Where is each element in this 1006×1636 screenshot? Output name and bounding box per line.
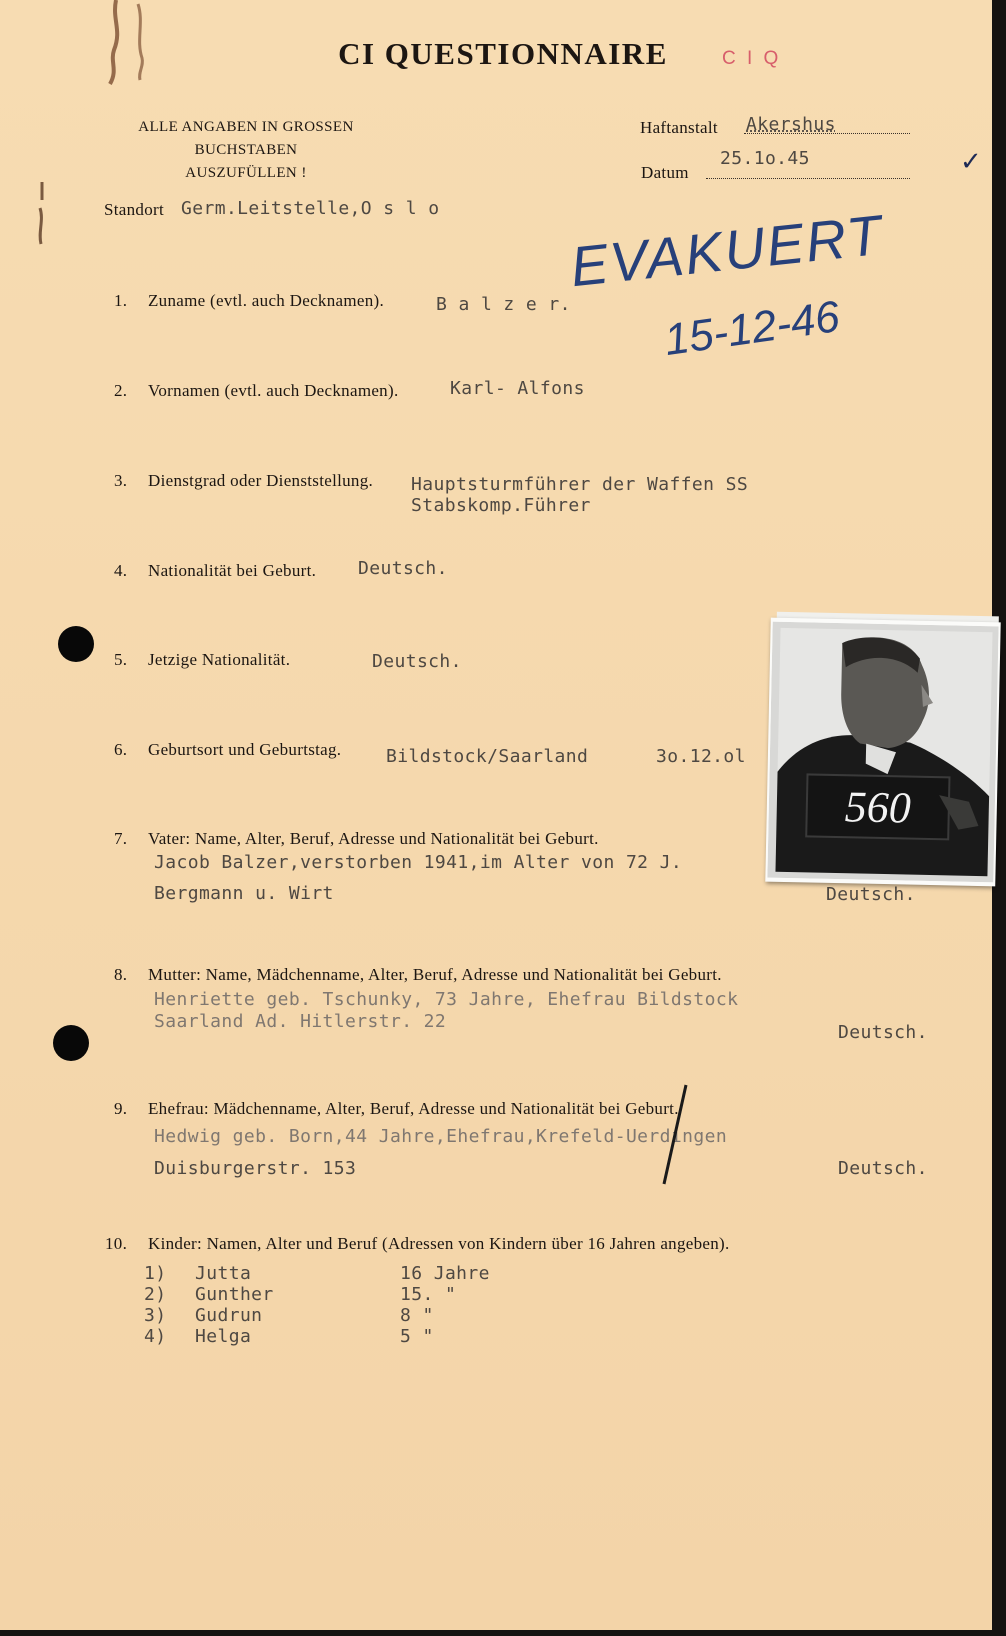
q4-answer: Deutsch. [358, 558, 448, 579]
child-age: 16 Jahre [400, 1263, 490, 1284]
q7-answer-line-2: Bergmann u. Wirt [154, 883, 334, 904]
q8-answer-line-2: Saarland Ad. Hitlerstr. 22 [154, 1011, 447, 1032]
mugshot-photo [765, 618, 1000, 887]
q1-label: Zuname (evtl. auch Decknamen). [148, 291, 385, 310]
instructions-line-1: ALLE ANGABEN IN GROSSEN BUCHSTABEN [138, 119, 354, 158]
punch-hole [58, 626, 94, 662]
q9-number: 9. [114, 1099, 128, 1118]
standort-value: Germ.Leitstelle,O s l o [181, 198, 440, 219]
q9-label: Ehefrau: Mädchenname, Alter, Beruf, Adresse und Nationalität bei Geburt. [148, 1099, 679, 1118]
q8-answer-line-1: Henriette geb. Tschunky, 73 Jahre, Ehefrau Bildstock [154, 989, 739, 1010]
child-index: 2) [144, 1284, 167, 1305]
q4-number: 4. [114, 561, 128, 580]
q2-number: 2. [114, 381, 128, 400]
child-age: 5 " [400, 1326, 434, 1347]
q7-label: Vater: Name, Alter, Beruf, Adresse und Nationalität bei Geburt. [148, 829, 599, 848]
q8-label: Mutter: Name, Mädchenname, Alter, Beruf, Adresse und Nationalität bei Geburt. [148, 965, 722, 984]
punch-hole [53, 1025, 89, 1061]
q3-label: Dienstgrad oder Dienststellung. [148, 471, 374, 490]
datum-label: Datum [641, 163, 689, 182]
q5-answer: Deutsch. [372, 651, 462, 672]
photo-number: 560 [844, 782, 912, 833]
child-index: 4) [144, 1326, 167, 1347]
datum-value: 25.1o.45 [720, 148, 810, 169]
q9-answer-line-1: Hedwig geb. Born,44 Jahre,Ehefrau,Krefeld-Uerdingen [154, 1126, 728, 1147]
scan-edge-bottom [0, 1630, 1006, 1636]
datum-line [706, 178, 910, 179]
child-name: Gunther [195, 1284, 274, 1305]
q10-number: 10. [105, 1234, 128, 1253]
q9-answer-line-2: Duisburgerstr. 153 [154, 1158, 357, 1179]
q5-label: Jetzige Nationalität. [148, 650, 291, 669]
haftanstalt-label: Haftanstalt [640, 118, 718, 137]
q8-number: 8. [114, 965, 128, 984]
q7-answer-nationality: Deutsch. [826, 884, 916, 905]
child-age: 8 " [400, 1305, 434, 1326]
child-name: Jutta [195, 1263, 252, 1284]
ciq-stamp: C I Q [722, 48, 782, 69]
child-index: 1) [144, 1263, 167, 1284]
rust-stain [92, 0, 172, 100]
staple-mark [32, 180, 52, 250]
q6-answer-place: Bildstock/Saarland [386, 746, 589, 767]
q5-number: 5. [114, 650, 128, 669]
q1-number: 1. [114, 291, 128, 310]
instructions-line-2: AUSZUFÜLLEN ! [185, 165, 307, 181]
check-mark: ✓ [960, 146, 982, 176]
q7-number: 7. [114, 829, 128, 848]
q3-answer-line-1: Hauptsturmführer der Waffen SS [411, 474, 749, 495]
q8-answer-nationality: Deutsch. [838, 1022, 928, 1043]
standort-label: Standort [104, 200, 165, 219]
pen-stroke [656, 1080, 696, 1190]
instructions [96, 116, 396, 185]
child-name: Gudrun [195, 1305, 263, 1326]
child-age: 15. " [400, 1284, 457, 1305]
page-title: CI QUESTIONNAIRE [338, 36, 668, 71]
q7-answer-line-1: Jacob Balzer,verstorben 1941,im Alter von 72 J. [154, 852, 683, 873]
child-name: Helga [195, 1326, 252, 1347]
evakuation-date-handwriting: 15-12-46 [661, 291, 843, 366]
q6-number: 6. [114, 740, 128, 759]
q9-answer-nationality: Deutsch. [838, 1158, 928, 1179]
evakuert-handwriting: EVAKUERT [567, 202, 887, 299]
q3-answer-line-2: Stabskomp.Führer [411, 495, 591, 516]
q6-label: Geburtsort und Geburtstag. [148, 740, 342, 759]
q10-label: Kinder: Namen, Alter und Beruf (Adressen von Kindern über 16 Jahren angeben). [148, 1234, 730, 1253]
q2-label: Vornamen (evtl. auch Decknamen). [148, 381, 399, 400]
child-index: 3) [144, 1305, 167, 1326]
q1-answer: B a l z e r. [436, 294, 571, 315]
q4-label: Nationalität bei Geburt. [148, 561, 317, 580]
haftanstalt-value: Akershus [746, 114, 836, 135]
q3-number: 3. [114, 471, 128, 490]
q6-answer-date: 3o.12.ol [656, 746, 746, 767]
mugshot-image [767, 622, 998, 883]
q2-answer: Karl- Alfons [450, 378, 585, 399]
